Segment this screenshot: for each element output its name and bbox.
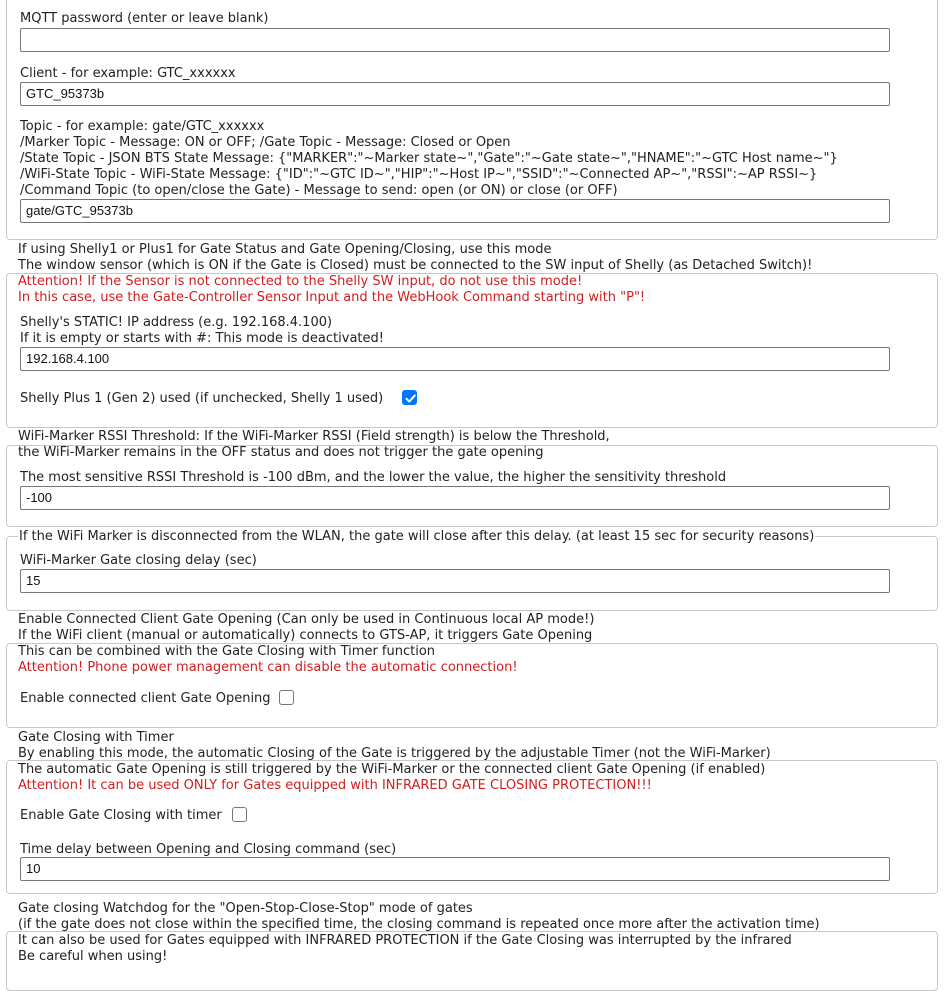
shelly-ip-label-2: If it is empty or starts with #: This mode is deactivated!	[20, 331, 384, 346]
shelly-warning-2: In this case, use the Gate-Controller Sensor Input and the WebHook Command starting with "P"!	[18, 290, 646, 305]
disconnect-delay-input[interactable]: 15	[20, 569, 890, 593]
rssi-legend-2: the WiFi-Marker remains in the OFF status and does not trigger the gate opening	[18, 445, 544, 460]
mqtt-password-input[interactable]	[20, 28, 890, 52]
disconnect-legend: If the WiFi Marker is disconnected from the WLAN, the gate will close after this delay. (at least 15 sec for security reasons)	[19, 529, 815, 544]
client-open-enable-checkbox[interactable]	[279, 690, 294, 705]
shelly-ip-input[interactable]: 192.168.4.100	[20, 347, 890, 371]
watchdog-legend-2: (if the gate does not close within the specified time, the closing command is repeated once more after the activation time)	[18, 917, 820, 932]
shelly-ip-label-1: Shelly's STATIC! IP address (e.g. 192.168.4.100)	[20, 315, 333, 330]
mqtt-topic-help-1: /Marker Topic - Message: ON or OFF; /Gate Topic - Message: Closed or Open	[20, 135, 511, 150]
shelly-legend-2: The window sensor (which is ON if the Gate is Closed) must be connected to the SW input of Shelly (as Detached Switch)!	[18, 258, 813, 273]
shelly-legend-1: If using Shelly1 or Plus1 for Gate Status and Gate Opening/Closing, use this mode	[18, 242, 552, 257]
timer-legend-2: By enabling this mode, the automatic Closing of the Gate is triggered by the adjustable Timer (not the WiFi-Marker)	[18, 746, 771, 761]
mqtt-client-input[interactable]: GTC_95373b	[20, 82, 890, 106]
timer-enable-checkbox[interactable]	[232, 807, 247, 822]
client-open-enable-label: Enable connected client Gate Opening	[20, 691, 271, 706]
watchdog-info-1: It can also be used for Gates equipped with INFRARED PROTECTION if the Gate Closing was interrupted by the infrared	[18, 933, 792, 948]
mqtt-password-label: MQTT password (enter or leave blank)	[20, 11, 269, 26]
checkmark-icon	[404, 392, 417, 405]
mqtt-client-label: Client - for example: GTC_xxxxxx	[20, 66, 236, 81]
client-open-legend-2: If the WiFi client (manual or automatically) connects to GTS-AP, it triggers Gate Opening	[18, 628, 593, 643]
mqtt-topic-label: Topic - for example: gate/GTC_xxxxxx	[20, 119, 265, 134]
mqtt-topic-help-2: /State Topic - JSON BTS State Message: {"MARKER":"~Marker state~","Gate":"~Gate state~","HNAME":"~GTC Host name~"}	[20, 151, 838, 166]
watchdog-info-2: Be careful when using!	[18, 949, 168, 964]
mqtt-topic-help-4: /Command Topic (to open/close the Gate) - Message to send: open (or ON) or close (or OFF)	[20, 183, 618, 198]
rssi-legend-1: WiFi-Marker RSSI Threshold: If the WiFi-Marker RSSI (Field strength) is below the Threshold,	[18, 429, 610, 444]
client-open-warning: Attention! Phone power management can disable the automatic connection!	[18, 660, 518, 675]
timer-delay-label: Time delay between Opening and Closing command (sec)	[20, 842, 397, 857]
rssi-threshold-input[interactable]: -100	[20, 486, 890, 510]
mqtt-topic-input[interactable]: gate/GTC_95373b	[20, 199, 890, 223]
mqtt-topic-help-3: /WiFi-State Topic - WiFi-State Message: {"ID":"~GTC ID~","HIP":"~Host IP~","SSID":"~Connected AP~","RSSI":~AP RSSI~}	[20, 167, 818, 182]
timer-legend-1: Gate Closing with Timer	[18, 730, 174, 745]
watchdog-legend-1: Gate closing Watchdog for the "Open-Stop-Close-Stop" mode of gates	[18, 901, 473, 916]
shelly-plus-label: Shelly Plus 1 (Gen 2) used (if unchecked, Shelly 1 used)	[20, 391, 384, 406]
client-open-legend-1: Enable Connected Client Gate Opening (Can only be used in Continuous local AP mode!)	[18, 612, 595, 627]
timer-delay-input[interactable]: 10	[20, 857, 890, 881]
rssi-threshold-label: The most sensitive RSSI Threshold is -100 dBm, and the lower the value, the higher the sensitivity threshold	[20, 470, 727, 485]
timer-warning: Attention! It can be used ONLY for Gates equipped with INFRARED GATE CLOSING PROTECTION!!!	[18, 778, 652, 793]
disconnect-delay-label: WiFi-Marker Gate closing delay (sec)	[20, 553, 257, 568]
shelly-warning-1: Attention! If the Sensor is not connected to the Shelly SW input, do not use this mode!	[18, 274, 583, 289]
timer-info: The automatic Gate Opening is still triggered by the WiFi-Marker or the connected client Gate Opening (if enabled)	[18, 762, 766, 777]
client-open-info: This can be combined with the Gate Closing with Timer function	[18, 644, 436, 659]
timer-enable-label: Enable Gate Closing with timer	[20, 808, 222, 823]
shelly-plus-checkbox[interactable]	[402, 390, 417, 405]
